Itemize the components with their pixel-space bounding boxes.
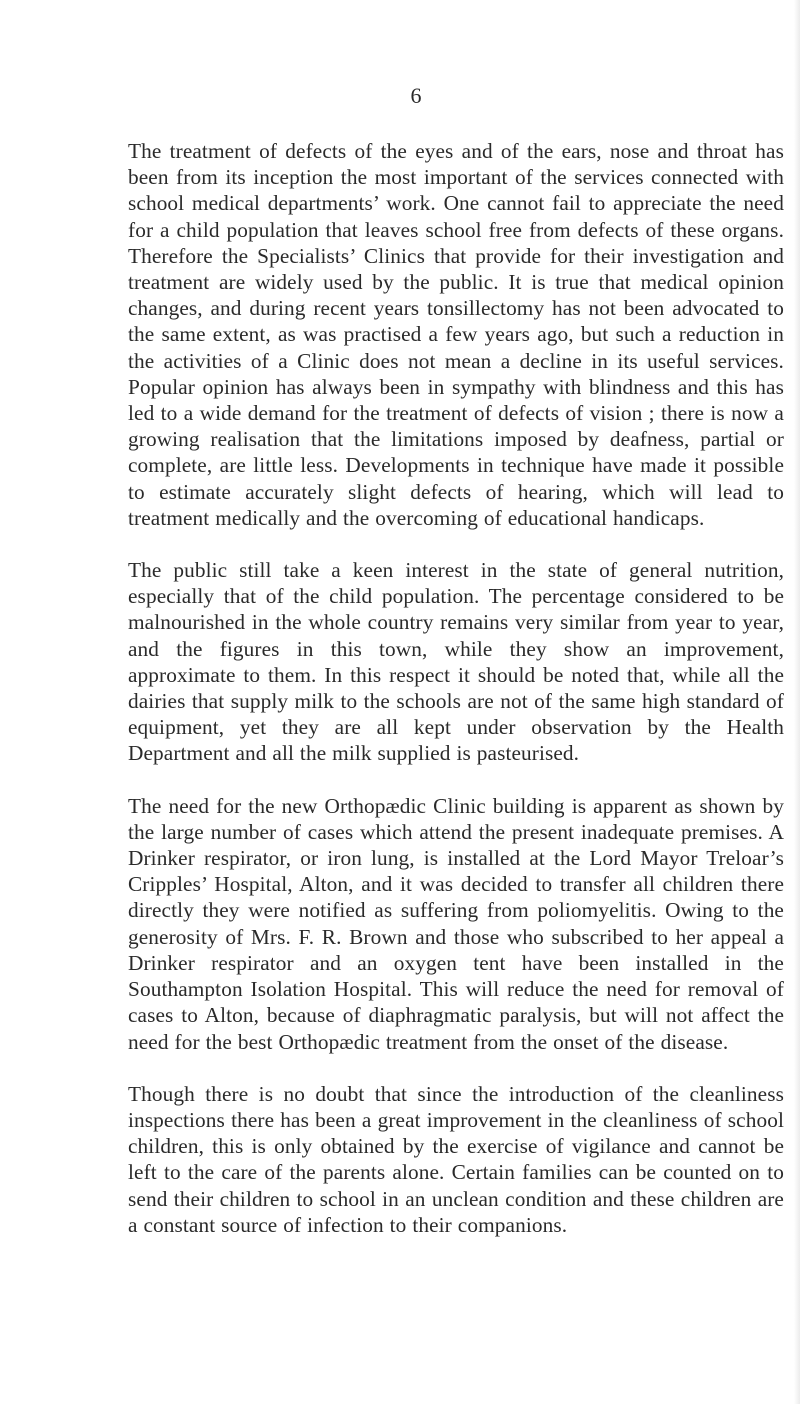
body-text	[128, 138, 784, 1264]
paragraph-cleanliness: Though there is no doubt that since the introduction of the cleanliness inspections there has been a great improvement in the cleanliness of school children, this is only obtained by the exercise of vigilance and cannot be left to the care of the parents alone. Certain families can be counted on to send their children to school in an unclean condition and these children are a constant source of infection to their companions.	[128, 1081, 784, 1237]
paragraph-eyes-ears-treatment: The treatment of defects of the eyes and of the ears, nose and throat has been from its inception the most important of the services connected with school medical departments’ work. One cannot fail to appreciate the need for a child population that leaves school free from defects of these organs. Therefore the Specialists’ Clinics that provide for their investigation and treatment are widely used by the public. It is true that medical opinion changes, and during recent years tonsillectomy has not been advocated to the same extent, as was practised a few years ago, but such a reduction in the activities of a Clinic does not mean a decline in its useful services. Popular opinion has always been in sympathy with blindness and this has led to a wide demand for the treatment of defects of vision ; there is now a growing realisation that the limitations imposed by deafness, partial or complete, are little less. Developments in technique have made it possible to estimate accurately slight defects of hearing, which will lead to treatment medically and the overcoming of educational handicaps.	[128, 139, 784, 530]
paragraph-nutrition: The public still take a keen interest in the state of general nutrition, especially that of the child population. The percentage considered to be malnourished in the whole country remains very similar from year to year, and the figures in this town, while they show an improvement, approximate to them. In this respect it should be noted that, while all the dairies that supply milk to the schools are not of the same high standard of equipment, yet they are all kept under observation by the Health Department and all the milk supplied is pasteurised.	[128, 558, 784, 766]
page-number: 6	[410, 83, 422, 108]
paragraph-orthopaedic-clinic: The need for the new Orthopædic Clinic building is apparent as shown by the large number of cases which attend the present inadequate premises. A Drinker respirator, or iron lung, is installed at the Lord Mayor Treloar’s Cripples’ Hospital, Alton, and it was decided to transfer all children there directly they were notified as suffering from poliomyelitis. Owing to the generosity of Mrs. F. R. Brown and those who subscribed to her appeal a Drinker respirator and an oxygen tent have been installed in the Southampton Isolation Hospital. This will reduce the need for removal of cases to Alton, because of diaphragmatic paralysis, but will not affect the need for the best Orthopædic treatment from the onset of the disease.	[128, 793, 784, 1054]
page-edge-shadow	[794, 0, 800, 1404]
